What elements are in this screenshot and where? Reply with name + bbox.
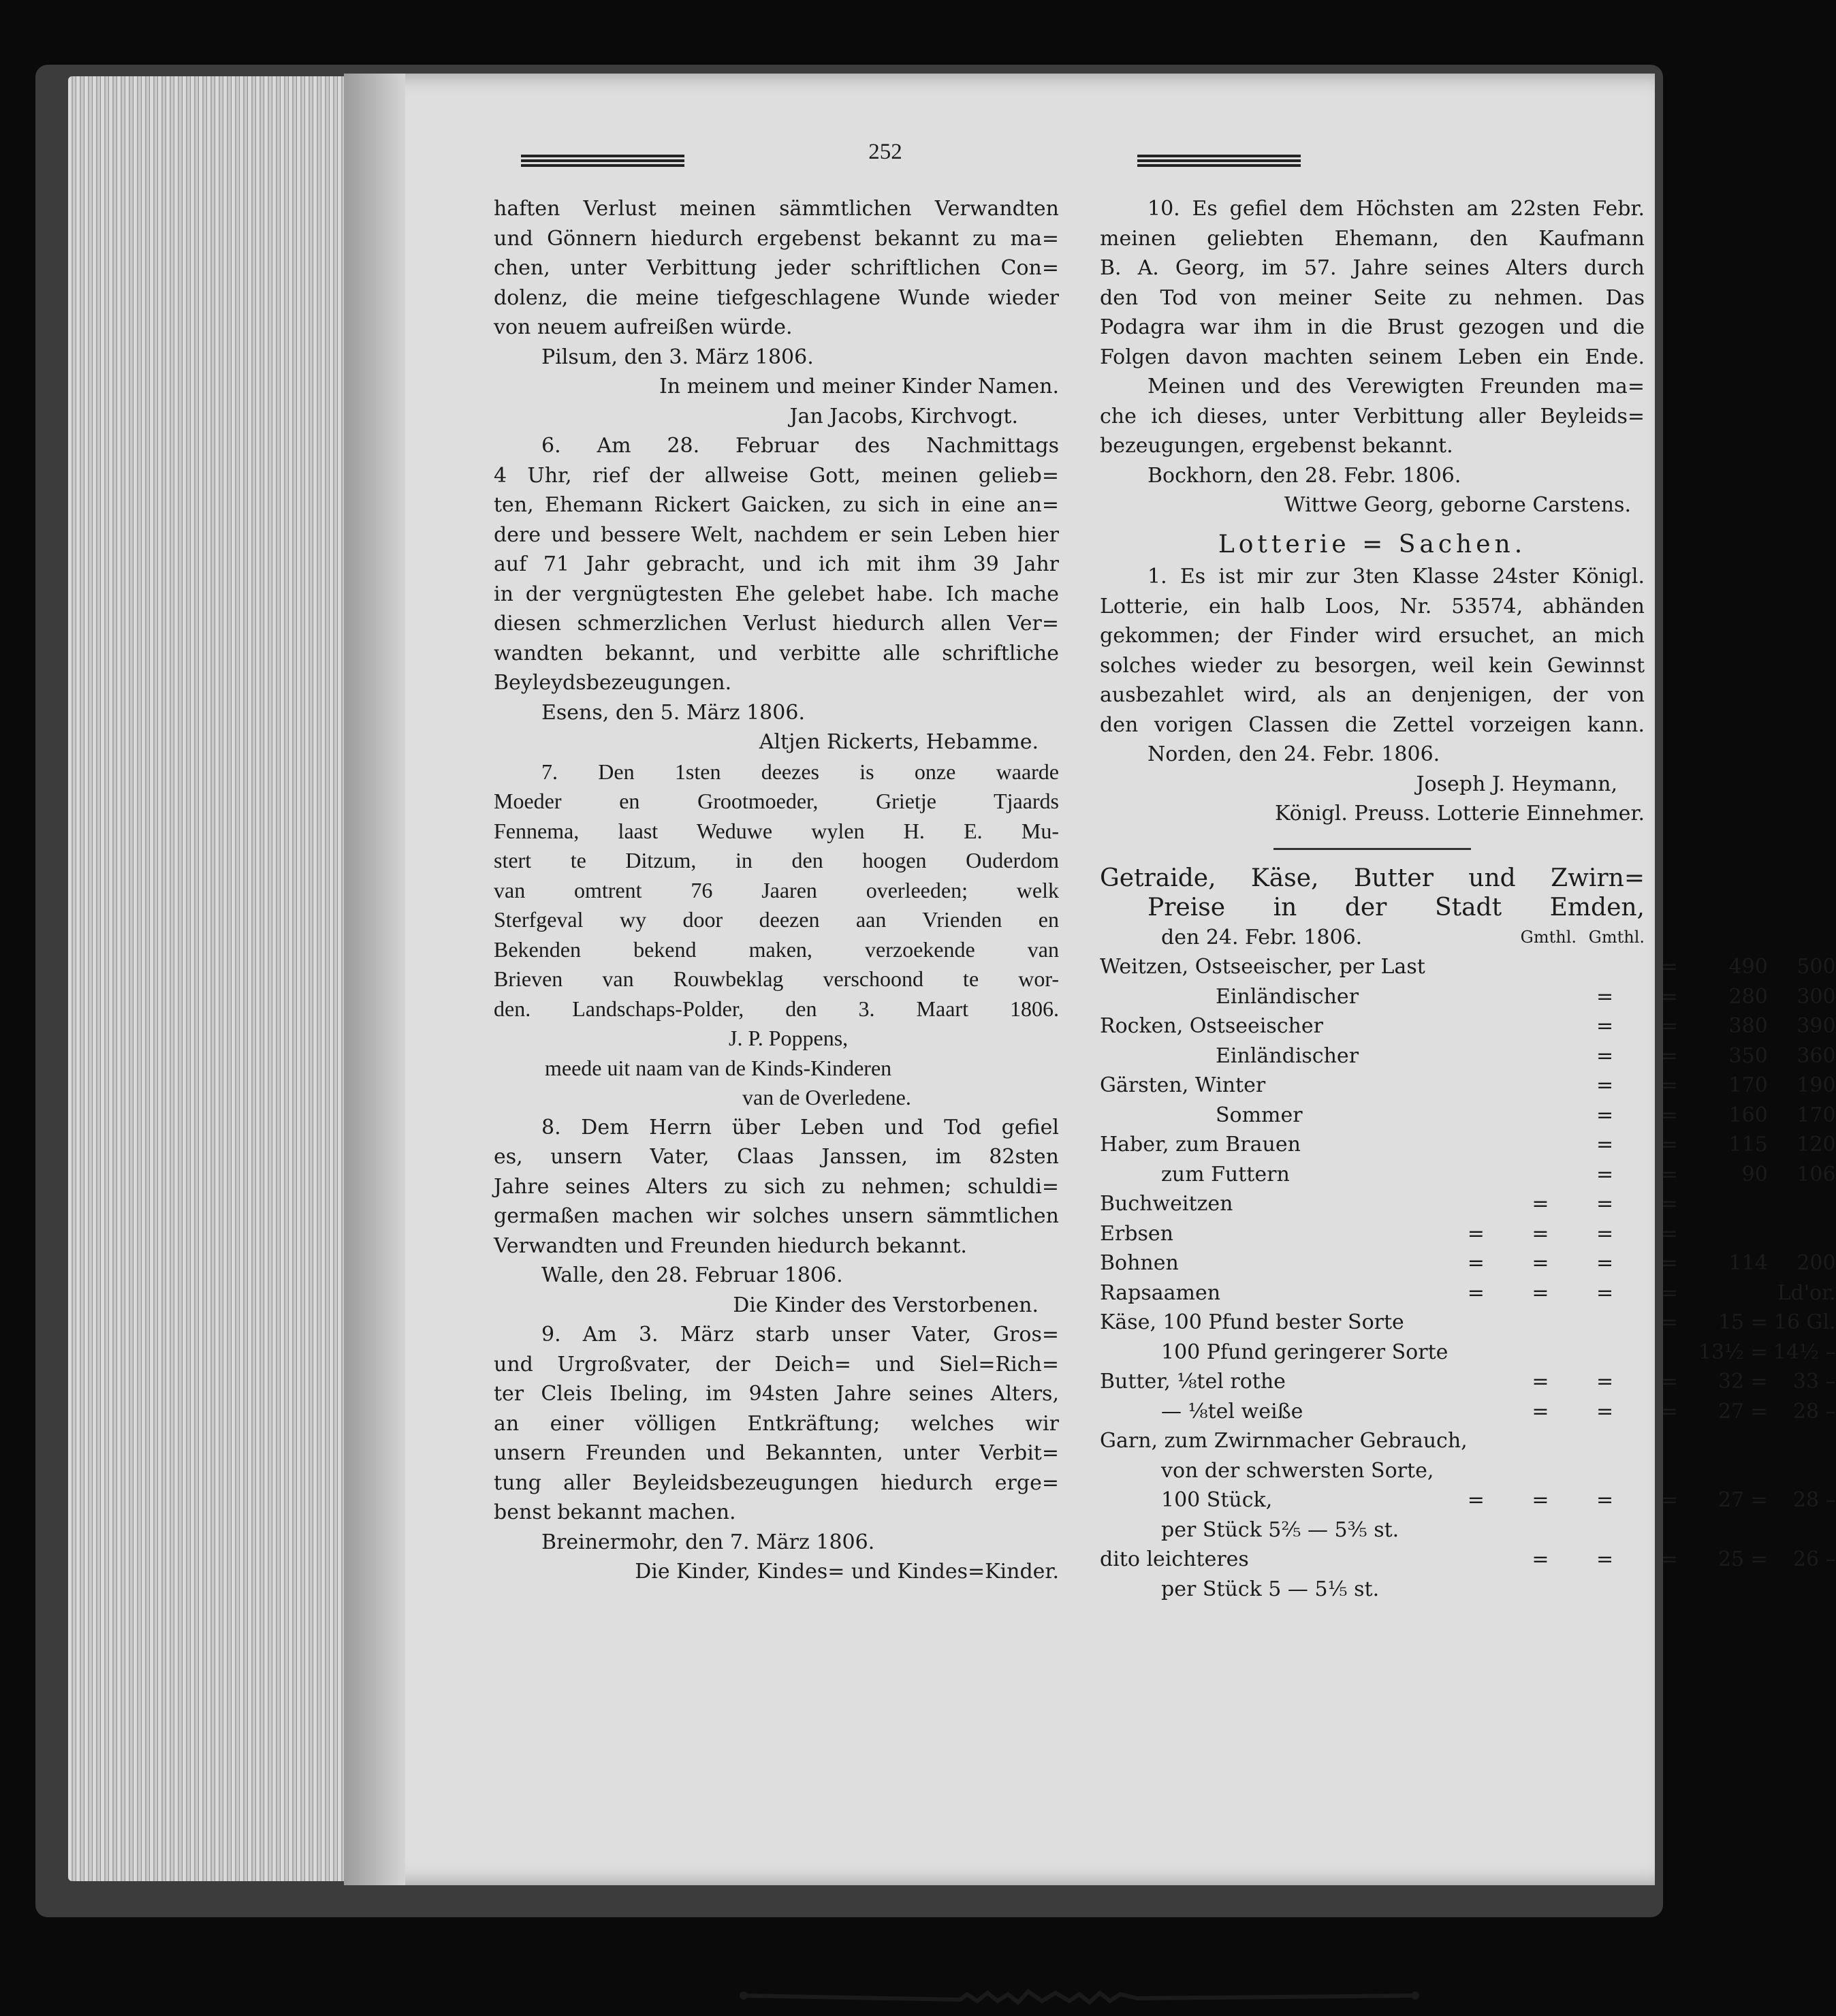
- signature: Die Kinder des Verstorbenen.: [733, 1293, 1039, 1317]
- text-line: germaßen machen wir solches unsern sämmtlichen: [494, 1204, 1059, 1228]
- price-value-high: [1768, 1189, 1836, 1219]
- price-row: [1100, 1130, 1836, 1160]
- price-row: [1100, 1426, 1836, 1456]
- price-value-high: 300: [1797, 984, 1836, 1009]
- signature: In meinem und meiner Kinder Namen.: [659, 375, 1059, 398]
- price-row: [1100, 1071, 1836, 1101]
- price-dots: = = =: [1532, 1547, 1698, 1571]
- text-line: Fennema, laast Weduwe wylen H. E. Mu-: [494, 818, 1059, 843]
- text-line: unsern Freunden und Bekannten, unter Verbit=: [494, 1441, 1059, 1465]
- text-line: Folgen davon machten seinem Leben ein Ende.: [1100, 345, 1645, 369]
- price-value-high: [1768, 1219, 1836, 1249]
- text-line: meinen geliebten Ehemann, den Kaufmann: [1100, 226, 1645, 251]
- price-row: [1100, 1338, 1836, 1368]
- price-value-high: [1768, 1575, 1836, 1605]
- price-dots: = =: [1596, 1162, 1698, 1186]
- text-line: Sterfgeval wy door deezen aan Vrienden en: [494, 907, 1059, 932]
- signature: meede uit naam van de Kinds-Kinderen: [545, 1055, 892, 1080]
- price-row: [1100, 982, 1836, 1012]
- price-value-low: [1698, 1456, 1768, 1486]
- price-label: Butter, ⅛tel rothe: [1100, 1370, 1286, 1393]
- price-label: Buchweitzen: [1100, 1192, 1233, 1216]
- price-dots: [1468, 1575, 1698, 1605]
- text-line: in der vergnügtesten Ehe gelebet habe. Ich mache: [494, 582, 1059, 606]
- price-dots: = =: [1596, 1014, 1698, 1038]
- price-value-high: 14½ –: [1773, 1340, 1836, 1364]
- price-label: 100 Stück,: [1161, 1488, 1273, 1512]
- price-value-high: 28 –: [1792, 1488, 1836, 1512]
- section-heading: Lotterie = Sachen.: [1218, 530, 1527, 558]
- price-value-low: 114: [1728, 1251, 1768, 1275]
- price-dots: [1468, 1456, 1698, 1486]
- text-line: benst bekannt machen.: [494, 1500, 736, 1524]
- prices-title: Getraide, Käse, Butter und Zwirn=: [1100, 864, 1645, 892]
- text-line: und Gönnern hiedurch ergebenst bekannt zu ma=: [494, 226, 1059, 251]
- price-dots: =: [1660, 1310, 1698, 1334]
- text-line: Bekenden bekend maken, verzoekende van: [494, 936, 1059, 962]
- text-line: 4 Uhr, rief der allweise Gott, meinen gelieb=: [494, 463, 1059, 488]
- price-value-high: Ld'or.: [1777, 1280, 1836, 1305]
- price-value-low: 170: [1728, 1073, 1768, 1097]
- price-value-low: [1698, 1189, 1768, 1219]
- price-value-high: [1768, 1426, 1836, 1456]
- text-line: B. A. Georg, im 57. Jahre seines Alters durch: [1100, 256, 1645, 280]
- text-line: von neuem aufreißen würde.: [494, 315, 793, 339]
- price-row: [1100, 1515, 1836, 1545]
- price-label: 100 Pfund geringerer Sorte: [1161, 1340, 1449, 1364]
- price-value-low: 32 =: [1718, 1370, 1768, 1393]
- text-line: ausbezahlet wird, als an denjenigen, der von: [1100, 683, 1645, 707]
- price-label: per Stück 5 — 5⅕ st.: [1161, 1577, 1380, 1601]
- page-edges: [68, 76, 354, 1881]
- price-dots: = =: [1596, 1073, 1698, 1097]
- signature: van de Overledene.: [742, 1085, 911, 1109]
- price-label: Käse, 100 Pfund bester Sorte: [1100, 1310, 1404, 1334]
- text-line: che ich dieses, unter Verbittung aller Beyleids=: [1100, 404, 1645, 428]
- price-value-high: 390: [1797, 1014, 1836, 1038]
- price-label: Einländischer: [1216, 1043, 1359, 1068]
- text-line: auf 71 Jahr gebracht, und ich mit ihm 39 Jahr: [494, 552, 1059, 576]
- signature: Altjen Rickerts, Hebamme.: [759, 730, 1039, 754]
- text-line: 8. Dem Herrn über Leben und Tod gefiel: [541, 1115, 1059, 1139]
- price-dots: = = = =: [1467, 1221, 1698, 1246]
- text-line: haften Verlust meinen sämmtlichen Verwandten: [494, 197, 1059, 221]
- text-line: van omtrent 76 Jaaren overleeden; welk: [494, 877, 1059, 902]
- price-dots: = = =: [1532, 1370, 1698, 1393]
- unit-header: Gmthl.: [1588, 927, 1645, 947]
- place-date: Breinermohr, den 7. März 1806.: [541, 1530, 875, 1554]
- price-row: [1100, 1278, 1836, 1308]
- price-value-low: 115: [1728, 1133, 1768, 1156]
- text-line: an einer völligen Entkräftung; welches wir: [494, 1411, 1059, 1436]
- price-value-high: 360: [1797, 1043, 1836, 1068]
- price-dots: = = =: [1532, 1399, 1698, 1423]
- price-label: per Stück 5⅖ — 5⅗ st.: [1161, 1517, 1399, 1542]
- price-row: [1100, 1575, 1836, 1605]
- price-value-low: 27 =: [1718, 1488, 1768, 1512]
- text-line: tung aller Beyleidsbezeugungen hiedurch erge=: [494, 1470, 1059, 1495]
- text-line: Beyleydsbezeugungen.: [494, 671, 732, 695]
- price-value-high: 106: [1797, 1162, 1836, 1186]
- section-rule: [1273, 848, 1471, 850]
- text-line: dolenz, die meine tiefgeschlagene Wunde wieder: [494, 285, 1059, 310]
- left-column: [494, 194, 1059, 1587]
- text-line: 1. Es ist mir zur 3ten Klasse 24ster Königl.: [1148, 565, 1645, 588]
- price-label: Rocken, Ostseeischer: [1100, 1014, 1323, 1038]
- price-value-low: [1698, 1515, 1768, 1545]
- text-line: Meinen und des Verewigten Freunden ma=: [1148, 375, 1645, 398]
- text-line: 10. Es gefiel dem Höchsten am 22sten Febr.: [1148, 197, 1645, 221]
- price-value-high: 28 –: [1792, 1399, 1836, 1423]
- text-line: 6. Am 28. Februar des Nachmittags: [541, 434, 1059, 458]
- price-label: Erbsen: [1100, 1221, 1173, 1246]
- price-value-high: 500: [1797, 955, 1836, 979]
- text-line: Jahre seines Alters zu sich zu nehmen; schuldi=: [494, 1174, 1059, 1199]
- price-value-low: 15 =: [1718, 1310, 1768, 1334]
- header-rule-left: [521, 155, 684, 167]
- price-value-high: 190: [1797, 1073, 1836, 1097]
- price-value-low: [1698, 1219, 1768, 1249]
- text-line: chen, unter Verbittung jeder schriftlichen Con=: [494, 256, 1059, 280]
- price-value-high: 16 Gl.: [1773, 1310, 1836, 1334]
- text-line: bezeugungen, ergebenst bekannt.: [1100, 434, 1453, 458]
- price-value-high: 26 –: [1792, 1547, 1836, 1571]
- price-value-low: 90: [1741, 1162, 1768, 1186]
- price-value-low: 380: [1728, 1014, 1768, 1038]
- prices-title: Preise in der Stadt Emden,: [1148, 894, 1645, 922]
- price-label: Bohnen: [1100, 1251, 1179, 1275]
- signature: Die Kinder, Kindes= und Kindes=Kinder.: [635, 1560, 1059, 1584]
- price-row: [1100, 1189, 1836, 1219]
- page-number: 252: [868, 140, 902, 164]
- price-dots: = = = =: [1467, 1280, 1698, 1305]
- text-line: es, unsern Vater, Claas Janssen, im 82sten: [494, 1145, 1059, 1169]
- price-value-high: [1768, 1456, 1836, 1486]
- text-line: ten, Ehemann Rickert Gaicken, zu sich in eine an=: [494, 493, 1059, 517]
- price-value-low: 160: [1728, 1103, 1768, 1127]
- price-value-high: [1768, 1515, 1836, 1545]
- text-line: stert te Ditzum, in den hoogen Ouderdom: [494, 848, 1059, 872]
- price-label: von der schwersten Sorte,: [1161, 1458, 1434, 1483]
- price-dots: = =: [1596, 1133, 1698, 1156]
- text-line: solches wieder zu besorgen, weil kein Gewinnst: [1100, 653, 1645, 678]
- price-value-low: [1698, 1575, 1768, 1605]
- signature: Königl. Preuss. Lotterie Einnehmer.: [1275, 802, 1645, 825]
- place-date: Walle, den 28. Februar 1806.: [541, 1263, 843, 1287]
- price-row: [1100, 1041, 1836, 1071]
- price-row: [1100, 1397, 1836, 1427]
- price-dots: = =: [1596, 984, 1698, 1009]
- text-line: Lotterie, ein halb Loos, Nr. 53574, abhänden: [1100, 594, 1645, 618]
- price-value-low: 13½ =: [1698, 1340, 1768, 1364]
- price-dots: = = = =: [1467, 1488, 1698, 1512]
- text-line: diesen schmerzlichen Verlust hiedurch allen Ver=: [494, 612, 1059, 635]
- price-table: [1100, 952, 1836, 1604]
- price-label: Rapsaamen: [1100, 1280, 1221, 1305]
- text-line: wandten bekannt, und verbitte alle schriftliche: [494, 641, 1059, 665]
- right-column: [1100, 194, 1836, 1604]
- price-dots: = = =: [1532, 1192, 1698, 1216]
- text-line: den vorigen Classen die Zettel vorzeigen kann.: [1100, 712, 1645, 737]
- price-row: [1100, 1011, 1836, 1041]
- text-line: dere und bessere Welt, nachdem er sein Leben hier: [494, 522, 1059, 547]
- text-line: Brieven van Rouwbeklag verschoond te wor-: [494, 966, 1059, 991]
- price-dots: = =: [1596, 1103, 1698, 1127]
- price-row: [1100, 1160, 1836, 1190]
- text-line: gekommen; der Finder wird ersuchet, an mich: [1100, 624, 1645, 648]
- price-value-high: 120: [1797, 1133, 1836, 1156]
- price-value-low: [1698, 1426, 1768, 1456]
- prices-date: den 24. Febr. 1806.: [1161, 925, 1363, 949]
- price-dots: =: [1660, 955, 1698, 979]
- price-value-low: 490: [1728, 955, 1768, 979]
- place-date: Pilsum, den 3. März 1806.: [541, 345, 814, 369]
- price-row: [1100, 1248, 1836, 1278]
- price-value-low: 27 =: [1718, 1399, 1768, 1423]
- text-line: den Tod von meiner Seite zu nehmen. Das: [1100, 285, 1645, 310]
- gutter-shadow: [344, 74, 405, 1885]
- price-row: [1100, 1308, 1836, 1338]
- text-line: Podagra war ihm in die Brust gezogen und die: [1100, 315, 1645, 339]
- price-value-low: [1698, 1278, 1768, 1308]
- signature: J. P. Poppens,: [729, 1026, 849, 1050]
- signature: Joseph J. Heymann,: [1416, 772, 1617, 796]
- text-line: den. Landschaps-Polder, den 3. Maart 1806.: [494, 996, 1059, 1021]
- price-value-high: 33 –: [1792, 1370, 1836, 1393]
- text-line: Moeder en Grootmoeder, Grietje Tjaards: [494, 789, 1059, 813]
- price-row: [1100, 1485, 1836, 1515]
- price-dots: = =: [1596, 1043, 1698, 1068]
- text-line: 9. Am 3. März starb unser Vater, Gros=: [541, 1323, 1059, 1346]
- price-label: Garn, zum Zwirnmacher Gebrauch,: [1100, 1429, 1468, 1453]
- price-label: Gärsten, Winter: [1100, 1073, 1266, 1097]
- price-value-low: 350: [1728, 1043, 1768, 1068]
- price-label: Sommer: [1216, 1103, 1303, 1127]
- price-value-high: 200: [1797, 1251, 1836, 1275]
- price-dots: = = = =: [1467, 1251, 1698, 1275]
- price-value-low: 280: [1728, 984, 1768, 1009]
- price-dots: [1468, 1426, 1698, 1456]
- text-line: 7. Den 1sten deezes is onze waarde: [541, 759, 1059, 784]
- price-label: Weitzen, Ostseeischer, per Last: [1100, 955, 1425, 979]
- price-label: Einländischer: [1216, 984, 1359, 1009]
- price-value-high: 170: [1797, 1103, 1836, 1127]
- price-row: [1100, 952, 1836, 982]
- text-line: ter Cleis Ibeling, im 94sten Jahre seines Alters,: [494, 1382, 1059, 1406]
- price-label: Haber, zum Brauen: [1100, 1133, 1301, 1156]
- place-date: Bockhorn, den 28. Febr. 1806.: [1148, 463, 1461, 488]
- text-line: und Urgroßvater, der Deich= und Siel=Rich=: [494, 1352, 1059, 1376]
- signature: Jan Jacobs, Kirchvogt.: [789, 404, 1018, 428]
- text-line: Verwandten und Freunden hiedurch bekannt.: [494, 1233, 967, 1258]
- unit-header: Gmthl.: [1520, 927, 1577, 947]
- price-row: [1100, 1456, 1836, 1486]
- price-dots: [1468, 1338, 1698, 1368]
- price-label: dito leichteres: [1100, 1547, 1249, 1571]
- place-date: Norden, den 24. Febr. 1806.: [1148, 742, 1440, 766]
- place-date: Esens, den 5. März 1806.: [541, 700, 805, 725]
- price-label: zum Futtern: [1161, 1162, 1290, 1186]
- price-dots: [1468, 1515, 1698, 1545]
- page-header: [521, 140, 1270, 180]
- header-rule-right: [1137, 155, 1301, 167]
- price-row: [1100, 1545, 1836, 1575]
- signature: Wittwe Georg, geborne Carstens.: [1284, 493, 1631, 517]
- price-row: [1100, 1219, 1836, 1249]
- price-row: [1100, 1367, 1836, 1397]
- price-row: [1100, 1101, 1836, 1131]
- end-ornament: [735, 1975, 1423, 2016]
- price-value-low: 25 =: [1718, 1547, 1768, 1571]
- price-label: — ⅛tel weiße: [1161, 1399, 1303, 1423]
